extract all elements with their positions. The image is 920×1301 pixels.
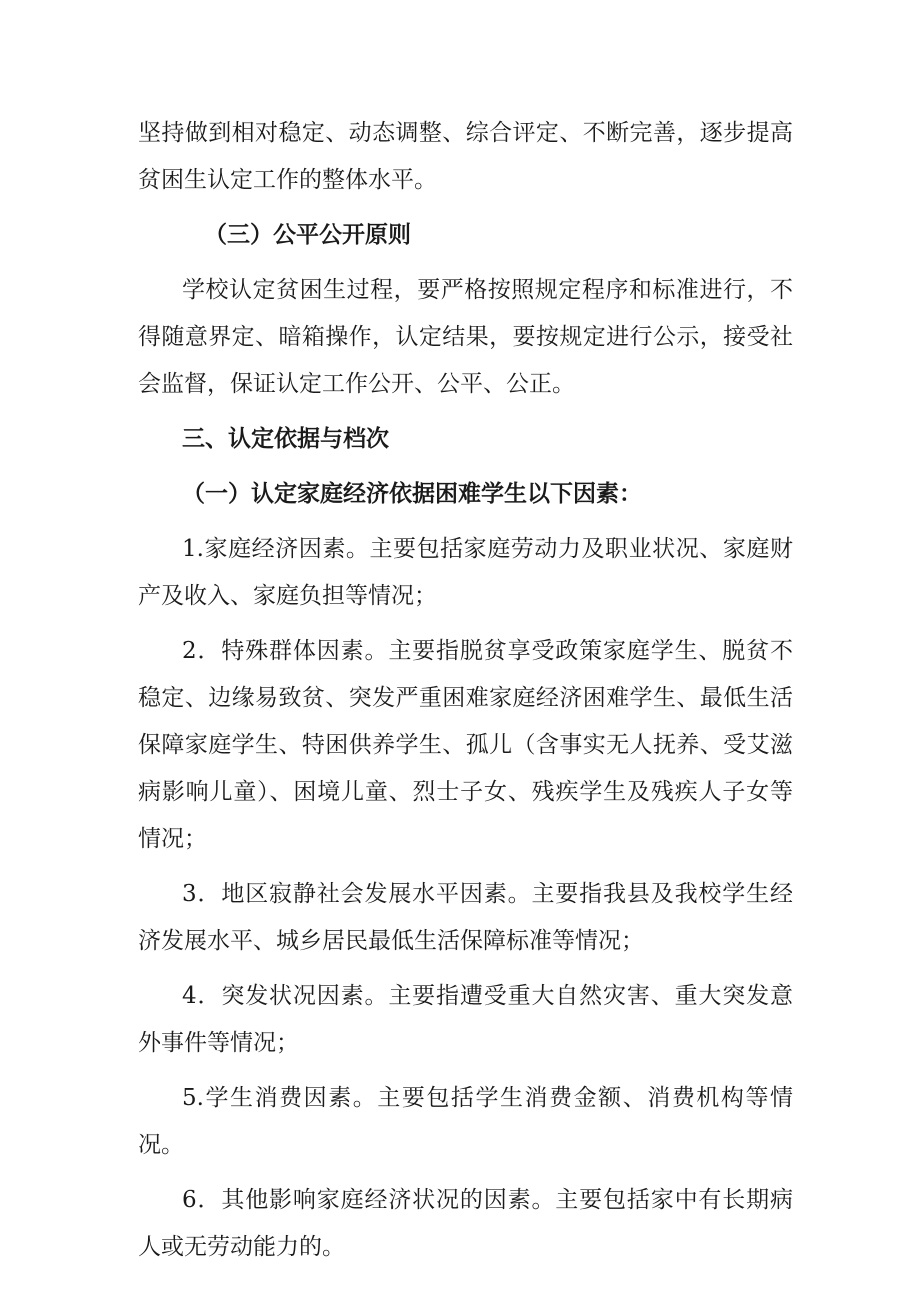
- paragraph-fair-open: 学校认定贫困生过程，要严格按照规定程序和标准进行，不得随意界定、暗箱操作，认定结果，要按规定进行公示，接受社会监督，保证认定工作公开、公平、公正。: [138, 277, 793, 397]
- heading-identification-factors: （一）认定家庭经济依据困难学生以下因素：: [182, 481, 642, 507]
- paragraph-factor-4: 4．突发状况因素。主要指遭受重大自然灾害、重大突发意外事件等情况；: [138, 983, 793, 1056]
- heading-fair-open-principle: （三）公平公开原则: [204, 222, 411, 248]
- paragraph-factor-6: 6．其他影响家庭经济状况的因素。主要包括家中有长期病人或无劳动能力的。: [138, 1187, 793, 1260]
- paragraph-factor-5: 5.学生消费因素。主要包括学生消费金额、消费机构等情况。: [138, 1085, 793, 1158]
- paragraph-principle-continued: 坚持做到相对稳定、动态调整、综合评定、不断完善，逐步提高贫困生认定工作的整体水平。: [138, 120, 793, 193]
- paragraph-factor-2: 2．特殊群体因素。主要指脱贫享受政策家庭学生、脱贫不稳定、边缘易致贫、突发严重困难家庭经济困难学生、最低生活保障家庭学生、特困供养学生、孤儿（含事实无人抚养、受艾滋病影响儿童）、困境儿童、烈士子女、残疾学生及残疾人子女等情况；: [138, 638, 793, 852]
- document-body: [138, 110, 793, 1279]
- paragraph-factor-1: 1.家庭经济因素。主要包括家庭劳动力及职业状况、家庭财产及收入、家庭负担等情况；: [138, 536, 793, 609]
- heading-basis-and-levels: 三、认定依据与档次: [182, 426, 389, 452]
- paragraph-factor-3: 3．地区寂静社会发展水平因素。主要指我县及我校学生经济发展水平、城乡居民最低生活保障标准等情况；: [138, 881, 793, 954]
